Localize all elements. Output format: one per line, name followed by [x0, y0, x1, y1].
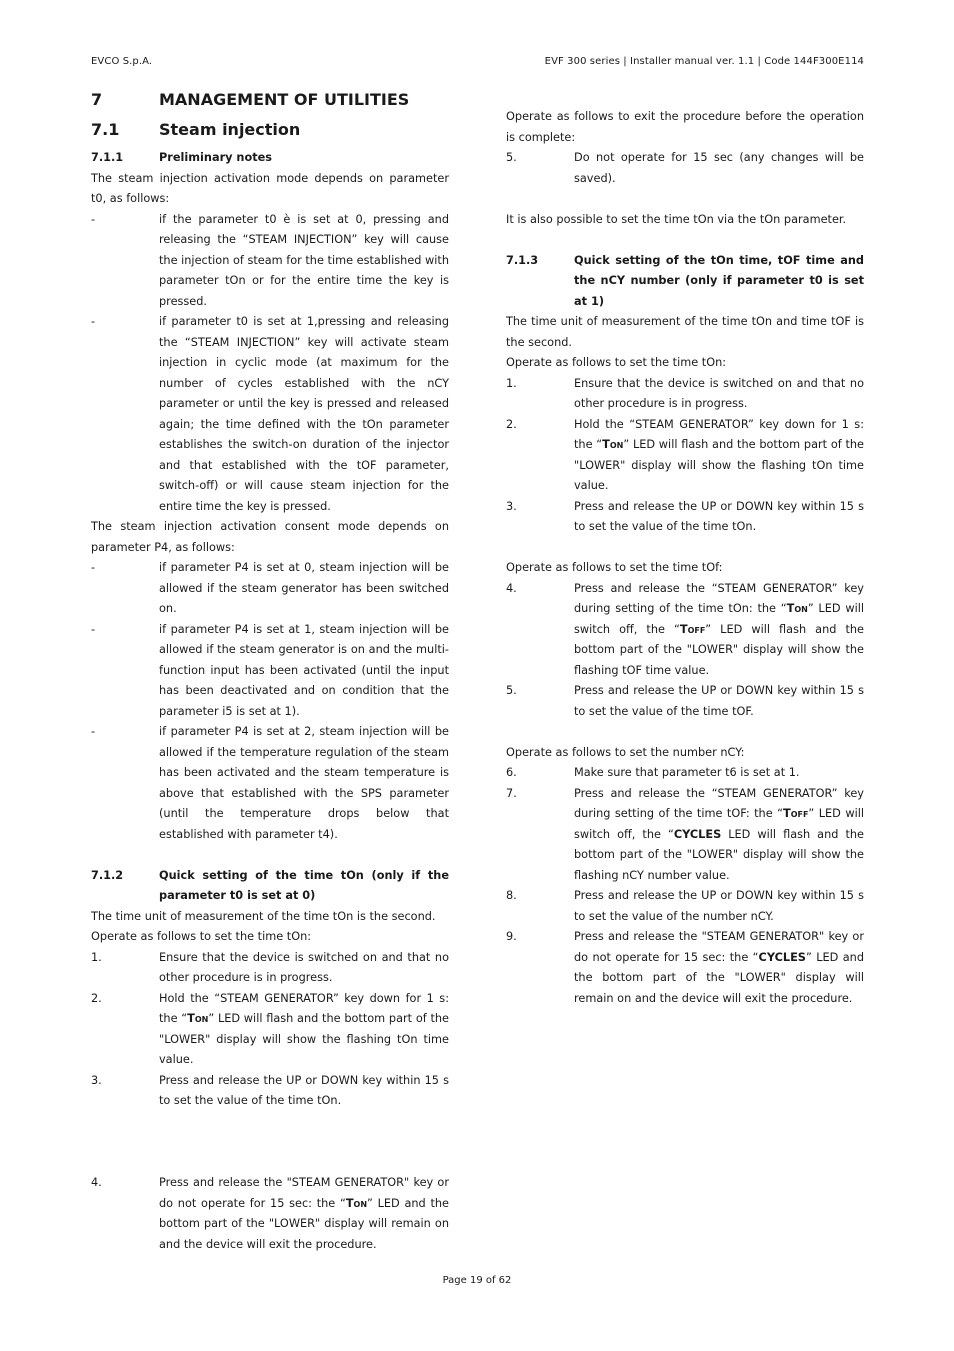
section-title: Quick setting of the time tOn (only if the parameter t0 is set at 0): [159, 868, 449, 902]
section-7-1-2-heading: [91, 866, 449, 907]
bullet: -: [91, 315, 96, 328]
list-item: [506, 415, 864, 497]
list-item-text: Ensure that the device is switched on and that no other procedure is in progress.: [574, 376, 864, 410]
list-item: [91, 312, 449, 517]
list-item: [506, 886, 864, 927]
step-number: 4.: [506, 581, 517, 595]
paragraph: It is also possible to set the time tOn via the tOn parameter.: [506, 212, 847, 226]
section-number: 7.1.3: [506, 253, 539, 267]
text-fragment: ” LED will switch off, the “: [574, 807, 864, 841]
list-item: [506, 784, 864, 887]
right-column: [506, 107, 864, 1009]
step-number: 5.: [506, 151, 517, 164]
text-fragment: ” LED will flash and the bottom part of the "LOWER" display will show the flashing tOn time value.: [159, 1012, 449, 1066]
list-item-text: Make sure that parameter t6 is set at 1.: [574, 766, 800, 779]
paragraph: The steam injection activation mode depends on parameter t0, as follows:: [91, 171, 449, 205]
text-fragment: Press and release the “STEAM GENERATOR” key during setting of the time tOn: the “: [574, 581, 864, 615]
list-item-text: [159, 1173, 449, 1255]
paragraph: Operate as follows to set the time tOf:: [506, 561, 723, 574]
led-label: Ton: [602, 438, 624, 451]
list-item-text: if parameter P4 is set at 1, steam injection will be allowed if the steam generator is on and the multi-function input has been activated (until the input has been deactivated and on condition that the parameter i5 is set at 1).: [159, 622, 449, 718]
list-item-text: Ensure that the device is switched on and that no other procedure is in progress.: [159, 950, 449, 984]
section-title: MANAGEMENT OF UTILITIES: [159, 90, 410, 109]
bullet: -: [91, 212, 96, 226]
led-label: Toff: [679, 622, 706, 636]
text-fragment: Hold the “STEAM GENERATOR” key down for 1 s: the “: [159, 991, 449, 1025]
list-item: [91, 558, 449, 620]
section-7-1-3-heading: [506, 251, 864, 313]
led-label: Ton: [786, 602, 808, 615]
text-fragment: Press and release the "STEAM GENERATOR" key or do not operate for 15 sec: the “: [159, 1176, 449, 1210]
paragraph: Operate as follows to set the number nCY:: [506, 745, 745, 759]
list-item-text: if parameter P4 is set at 0, steam injection will be allowed if the steam generator has been switched on.: [159, 561, 449, 615]
list-item: [506, 148, 864, 189]
led-label: CYCLES: [758, 950, 806, 964]
section-number: 7.1.2: [91, 868, 124, 882]
list-item: [91, 1173, 449, 1255]
list-item-text: [574, 415, 864, 497]
paragraph: Operate as follows to set the time tOn:: [91, 930, 312, 943]
section-number: 7: [91, 90, 103, 109]
list-item-text: [159, 989, 449, 1071]
list-item: [91, 620, 449, 723]
text-fragment: Press and release the “STEAM GENERATOR” key during setting of the time tOF: the “: [574, 786, 864, 820]
led-label: Ton: [187, 1012, 209, 1025]
paragraph: The time unit of measurement of the time tOn and time tOF is the second.: [506, 315, 864, 349]
paragraph: Operate as follows to exit the procedure before the operation is complete:: [506, 110, 864, 144]
section-number: 7.1: [91, 120, 120, 139]
text-fragment: LED will flash and the bottom part of the "LOWER" display will show the flashing nCY number value.: [574, 827, 864, 882]
section-number: 7.1.1: [91, 151, 124, 164]
list-item: [91, 989, 449, 1071]
header-company: EVCO S.p.A.: [91, 56, 153, 67]
list-item-text: [574, 784, 864, 887]
section-title: Quick setting of the tOn time, tOF time and the nCY number (only if parameter t0 is set at 1): [574, 253, 864, 308]
step-number: 7.: [506, 786, 517, 800]
list-item: [506, 497, 864, 538]
text-fragment: ” LED will flash and the bottom part of the "LOWER" display will show the flashing tOF time value.: [574, 622, 864, 677]
list-item-text: if parameter t0 is set at 1,pressing and releasing the “STEAM INJECTION” key will activate steam injection in cyclic mode (at maximum for the number of cycles established with the nCY parameter or until the key is pressed and released again; the time defined with the tOn parameter establishes the switch-on duration of the injector and that established with the tOF parameter, switch-off) or will cause steam injection for the entire time the key is pressed.: [159, 315, 449, 513]
left-column: [91, 88, 449, 1255]
list-item-text: if the parameter t0 è is set at 0, pressing and releasing the “STEAM INJECTION” key will cause the injection of steam for the time established with parameter tOn or for the entire time the key is pressed.: [159, 212, 449, 308]
list-item-text: Press and release the UP or DOWN key within 15 s to set the value of the time tOn.: [159, 1073, 449, 1107]
section-7-1-heading: [91, 118, 449, 148]
list-item: [506, 927, 864, 1009]
list-item-text: Press and release the UP or DOWN key within 15 s to set the value of the time tOF.: [574, 684, 864, 718]
text-fragment: ” LED and the bottom part of the "LOWER" display will remain on and the device will exit the procedure.: [574, 950, 864, 1005]
step-number: 4.: [91, 1176, 102, 1189]
step-number: 2.: [506, 417, 517, 431]
step-number: 3.: [506, 499, 517, 513]
step-number: 6.: [506, 766, 517, 779]
list-item-text: [574, 927, 864, 1009]
bullet: -: [91, 561, 96, 574]
list-item-text: Press and release the UP or DOWN key within 15 s to set the value of the number nCY.: [574, 889, 864, 923]
list-item-text: [574, 579, 864, 682]
step-number: 9.: [506, 930, 517, 943]
step-number: 1.: [506, 376, 517, 390]
text-fragment: Hold the “STEAM GENERATOR” key down for 1 s: the “: [574, 417, 864, 451]
list-item: [506, 579, 864, 682]
list-item-text: Do not operate for 15 sec (any changes will be saved).: [574, 151, 864, 185]
section-title: Preliminary notes: [159, 151, 273, 164]
text-fragment: ” LED will flash and the bottom part of the "LOWER" display will show the flashing tOn time value.: [574, 438, 864, 492]
bullet: -: [91, 725, 96, 738]
header-document-info: EVF 300 series | Installer manual ver. 1.1 | Code 144F300E114: [544, 56, 864, 67]
section-7-1-1-heading: [91, 148, 449, 169]
list-item: [91, 722, 449, 845]
paragraph: The time unit of measurement of the time tOn is the second.: [91, 909, 436, 923]
step-number: 8.: [506, 889, 517, 902]
list-item-text: Press and release the UP or DOWN key within 15 s to set the value of the time tOn.: [574, 499, 864, 533]
step-number: 1.: [91, 950, 102, 964]
paragraph: The steam injection activation consent mode depends on parameter P4, as follows:: [91, 520, 449, 554]
paragraph: Operate as follows to set the time tOn:: [506, 356, 727, 369]
step-number: 5.: [506, 684, 517, 697]
bullet: -: [91, 622, 96, 636]
led-label: Ton: [345, 1196, 368, 1210]
list-item: [91, 210, 449, 313]
step-number: 2.: [91, 991, 102, 1005]
list-item-text: if parameter P4 is set at 2, steam injection will be allowed if the temperature regulation of the steam has been activated and the steam temperature is above that established with the SPS parameter (until the temperature drops below that established with parameter t4).: [159, 725, 449, 841]
list-item: [506, 763, 864, 784]
text-fragment: Press and release the "STEAM GENERATOR" key or do not operate for 15 sec: the “: [574, 930, 864, 964]
text-fragment: ” LED will switch off, the “: [574, 602, 864, 636]
list-item: [506, 374, 864, 415]
list-item: [91, 1071, 449, 1112]
text-fragment: ” LED and the bottom part of the "LOWER" display will remain on and the device will exit the procedure.: [159, 1196, 449, 1251]
list-item: [506, 681, 864, 722]
list-item: [91, 948, 449, 989]
section-title: Steam injection: [159, 120, 301, 139]
led-label: CYCLES: [673, 827, 722, 841]
led-label: Toff: [782, 807, 809, 820]
page-number: Page 19 of 62: [442, 1275, 512, 1286]
section-7-heading: [91, 88, 449, 118]
step-number: 3.: [91, 1073, 102, 1087]
